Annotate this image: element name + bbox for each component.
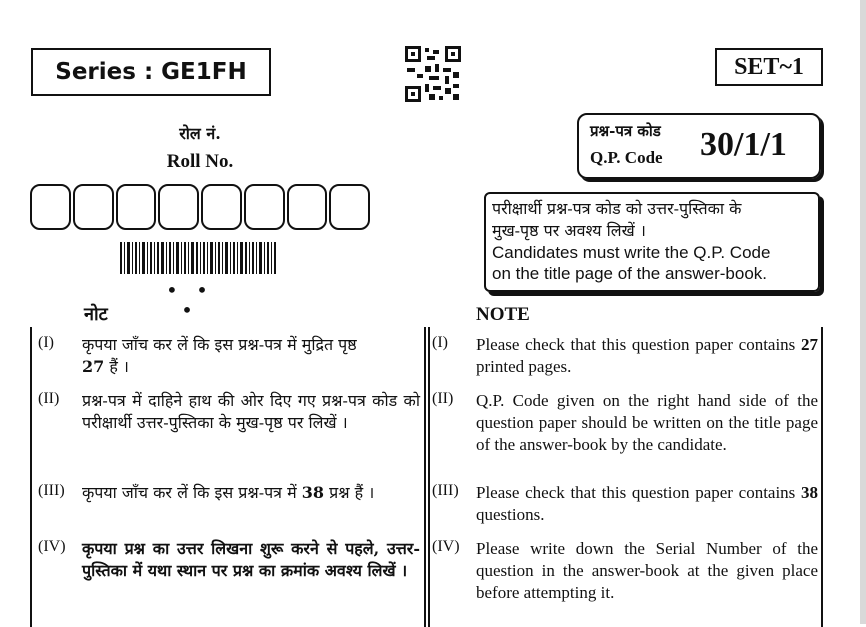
column-divider <box>424 327 430 627</box>
note-heading-hindi: नोट <box>84 304 108 325</box>
note-item <box>432 482 818 526</box>
column-border <box>30 327 32 627</box>
item-text: Q.P. Code given on the right hand side of the question paper should be written on the title page of the answer-book by the candidate. <box>476 391 818 454</box>
item-number: (I) <box>432 334 448 351</box>
note-item-hindi <box>38 538 420 582</box>
item-text: प्रश्न-पत्र में दाहिने हाथ की ओर दिए गए प्रश्न-पत्र कोड को परीक्षार्थी उत्तर-पुस्तिका के मुख-पृष्ठ पर लिखें । <box>82 391 420 432</box>
series-label: Series : GE1FH <box>31 48 271 96</box>
item-text: Please check that this question paper contains 27 printed pages. <box>476 335 818 376</box>
item-number: (IV) <box>432 538 460 555</box>
item-text: कृपया प्रश्न का उत्तर लिखना शुरू करने से पहले, उत्तर-पुस्तिका में यथा स्थान पर प्रश्न का क्रमांक अवश्य लिखें । <box>82 539 420 580</box>
set-label: SET~1 <box>715 48 823 86</box>
instruction-hindi-line: मुख-पृष्ठ पर अवश्य लिखें । <box>492 221 646 240</box>
roll-digit-box[interactable] <box>244 184 285 230</box>
item-text: Please write down the Serial Number of the question in the answer-book at the given place before attempting it. <box>476 539 818 602</box>
roll-digit-box[interactable] <box>201 184 242 230</box>
qr-code-icon <box>405 46 461 102</box>
note-item-hindi <box>38 482 420 504</box>
instruction-english-line: Candidates must write the Q.P. Code <box>492 243 771 262</box>
item-number: (III) <box>432 482 459 499</box>
item-text: कृपया जाँच कर लें कि इस प्रश्न-पत्र में मुद्रित पृष्ठ 27 हैं । <box>82 335 357 376</box>
instruction-english-line: on the title page of the answer-book. <box>492 264 768 283</box>
roll-digit-box[interactable] <box>158 184 199 230</box>
candidate-instruction-box <box>484 192 820 292</box>
roll-label: Roll No. <box>166 151 234 172</box>
roll-digit-box[interactable] <box>73 184 114 230</box>
note-item-hindi <box>38 334 420 378</box>
roll-number-boxes <box>30 184 372 232</box>
roll-digit-box[interactable] <box>30 184 71 230</box>
note-item <box>432 334 818 378</box>
item-number: (II) <box>38 390 60 407</box>
note-item-hindi <box>38 390 420 434</box>
roll-digit-box[interactable] <box>329 184 370 230</box>
item-number: (I) <box>38 334 54 351</box>
item-text: Please check that this question paper contains 38 questions. <box>476 483 818 524</box>
roll-digit-box[interactable] <box>287 184 328 230</box>
column-border <box>821 327 823 627</box>
page-edge <box>860 0 866 624</box>
note-heading: NOTE <box>476 304 530 325</box>
qp-code-label: Q.P. Code <box>590 148 663 167</box>
instruction-hindi-line: परीक्षार्थी प्रश्न-पत्र कोड को उत्तर-पुस्तिका के <box>492 199 742 218</box>
item-number: (III) <box>38 482 65 499</box>
item-text: कृपया जाँच कर लें कि इस प्रश्न-पत्र में 38 प्रश्न हैं । <box>82 483 375 502</box>
qp-code-value: 30/1/1 <box>700 126 787 163</box>
roll-label-hindi: रोल नं. <box>179 124 221 143</box>
barcode-icon <box>120 242 276 274</box>
qp-code-label-hindi: प्रश्न-पत्र कोड <box>590 122 661 140</box>
dots-marker: • • • <box>166 278 214 322</box>
roll-digit-box[interactable] <box>116 184 157 230</box>
note-item <box>432 390 818 456</box>
item-number: (IV) <box>38 538 66 555</box>
note-item <box>432 538 818 604</box>
item-number: (II) <box>432 390 454 407</box>
